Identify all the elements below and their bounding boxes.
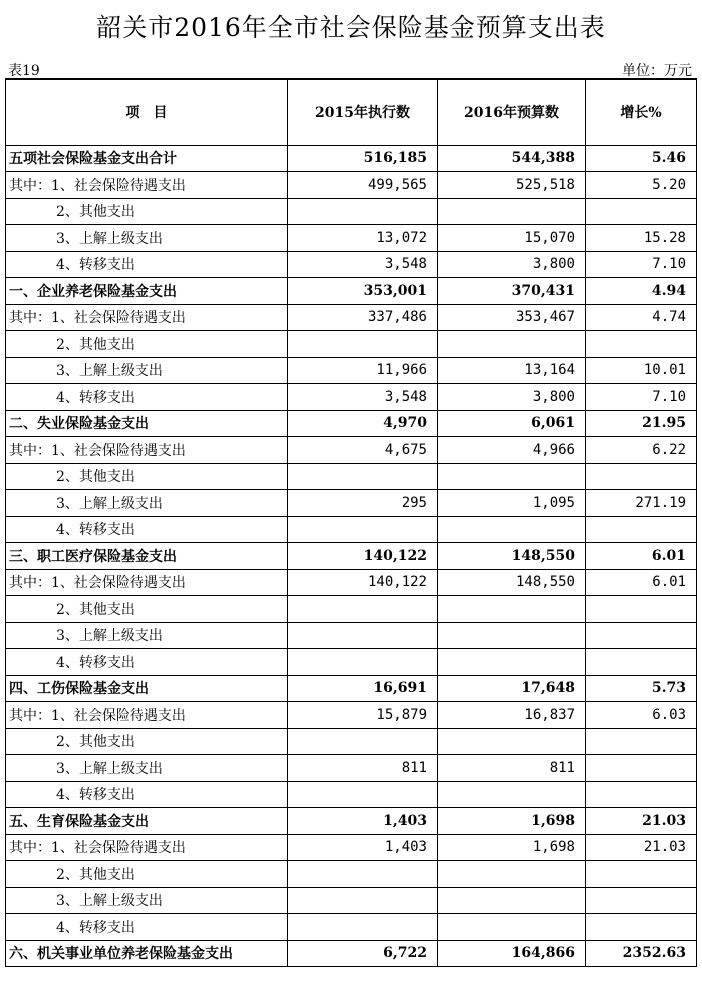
row-growth: 7.10 (586, 251, 697, 278)
table-row (6, 649, 697, 676)
row-growth (586, 596, 697, 623)
row-item-name: 4、转移支出 (6, 649, 288, 676)
row-2015-actual: 16,691 (288, 675, 438, 702)
row-2016-budget: 16,837 (438, 702, 586, 729)
row-2015-actual (288, 463, 438, 490)
row-2016-budget: 1,698 (438, 808, 586, 835)
row-growth: 21.03 (586, 834, 697, 861)
row-2015-actual: 13,072 (288, 225, 438, 252)
row-2015-actual (288, 781, 438, 808)
row-item-name: 其中：1、社会保险待遇支出 (6, 172, 288, 199)
row-item-name: 4、转移支出 (6, 914, 288, 941)
row-growth: 6.01 (586, 569, 697, 596)
row-2015-actual: 4,675 (288, 437, 438, 464)
row-2015-actual: 3,548 (288, 384, 438, 411)
row-item-name: 3、上解上级支出 (6, 490, 288, 517)
row-item-name: 4、转移支出 (6, 516, 288, 543)
row-2016-budget (438, 649, 586, 676)
row-item-name: 2、其他支出 (6, 728, 288, 755)
row-growth (586, 728, 697, 755)
row-growth (586, 649, 697, 676)
row-growth (586, 516, 697, 543)
row-growth (586, 861, 697, 888)
table-row (6, 675, 697, 702)
row-2016-budget (438, 516, 586, 543)
row-2015-actual (288, 331, 438, 358)
row-growth: 6.22 (586, 437, 697, 464)
row-growth (586, 331, 697, 358)
row-2015-actual (288, 649, 438, 676)
row-growth: 15.28 (586, 225, 697, 252)
table-row (6, 410, 697, 437)
row-2015-actual: 295 (288, 490, 438, 517)
row-item-name: 二、失业保险基金支出 (6, 410, 288, 437)
header-2016-budget: 2016年预算数 (438, 79, 586, 145)
row-item-name: 五项社会保险基金支出合计 (6, 145, 288, 172)
row-item-name: 2、其他支出 (6, 331, 288, 358)
row-item-name: 4、转移支出 (6, 251, 288, 278)
row-growth (586, 622, 697, 649)
row-2015-actual: 1,403 (288, 808, 438, 835)
table-body (6, 145, 697, 967)
row-2016-budget: 15,070 (438, 225, 586, 252)
row-2016-budget (438, 463, 586, 490)
row-growth: 21.95 (586, 410, 697, 437)
row-growth: 2352.63 (586, 940, 697, 967)
row-growth: 21.03 (586, 808, 697, 835)
table-row (6, 490, 697, 517)
row-growth (586, 914, 697, 941)
table-row (6, 543, 697, 570)
expenditure-table (5, 78, 697, 967)
row-2016-budget: 1,095 (438, 490, 586, 517)
table-row (6, 755, 697, 782)
unit-label: 单位：万元 (622, 63, 692, 79)
row-2016-budget (438, 861, 586, 888)
row-2015-actual: 140,122 (288, 543, 438, 570)
row-2015-actual: 1,403 (288, 834, 438, 861)
row-2015-actual: 499,565 (288, 172, 438, 199)
table-row (6, 225, 697, 252)
table-row (6, 463, 697, 490)
row-item-name: 3、上解上级支出 (6, 622, 288, 649)
row-2016-budget: 164,866 (438, 940, 586, 967)
row-2015-actual (288, 622, 438, 649)
row-item-name: 其中：1、社会保险待遇支出 (6, 304, 288, 331)
row-growth: 5.73 (586, 675, 697, 702)
row-2015-actual: 811 (288, 755, 438, 782)
table-row (6, 596, 697, 623)
table-row (6, 304, 697, 331)
row-2015-actual (288, 861, 438, 888)
row-2016-budget: 6,061 (438, 410, 586, 437)
row-2015-actual (288, 887, 438, 914)
row-item-name: 2、其他支出 (6, 463, 288, 490)
row-2016-budget (438, 887, 586, 914)
row-growth (586, 781, 697, 808)
table-row (6, 728, 697, 755)
row-2016-budget: 353,467 (438, 304, 586, 331)
row-2016-budget (438, 331, 586, 358)
row-2015-actual: 4,970 (288, 410, 438, 437)
row-2015-actual: 353,001 (288, 278, 438, 305)
table-row (6, 940, 697, 967)
table-row (6, 198, 697, 225)
table-header-row (6, 79, 697, 145)
row-2016-budget: 13,164 (438, 357, 586, 384)
row-item-name: 五、生育保险基金支出 (6, 808, 288, 835)
table-row (6, 781, 697, 808)
table-row (6, 172, 697, 199)
table-row (6, 569, 697, 596)
row-growth: 4.94 (586, 278, 697, 305)
row-2015-actual (288, 728, 438, 755)
row-2016-budget: 1,698 (438, 834, 586, 861)
row-item-name: 2、其他支出 (6, 198, 288, 225)
row-2015-actual: 6,722 (288, 940, 438, 967)
row-2015-actual: 140,122 (288, 569, 438, 596)
row-2016-budget: 148,550 (438, 543, 586, 570)
table-row (6, 702, 697, 729)
header-growth: 增长% (586, 79, 697, 145)
table-row (6, 516, 697, 543)
row-2015-actual: 11,966 (288, 357, 438, 384)
row-item-name: 三、职工医疗保险基金支出 (6, 543, 288, 570)
row-item-name: 3、上解上级支出 (6, 755, 288, 782)
row-item-name: 其中：1、社会保险待遇支出 (6, 834, 288, 861)
row-2015-actual: 15,879 (288, 702, 438, 729)
row-growth (586, 887, 697, 914)
row-2016-budget: 370,431 (438, 278, 586, 305)
row-item-name: 3、上解上级支出 (6, 887, 288, 914)
row-growth: 271.19 (586, 490, 697, 517)
row-2015-actual (288, 914, 438, 941)
row-growth: 5.20 (586, 172, 697, 199)
row-growth: 7.10 (586, 384, 697, 411)
row-2015-actual (288, 596, 438, 623)
row-item-name: 六、机关事业单位养老保险基金支出 (6, 940, 288, 967)
table-row (6, 145, 697, 172)
header-item: 项 目 (6, 79, 288, 145)
row-2016-budget (438, 914, 586, 941)
row-2016-budget (438, 198, 586, 225)
row-growth (586, 198, 697, 225)
row-item-name: 四、工伤保险基金支出 (6, 675, 288, 702)
row-growth: 6.01 (586, 543, 697, 570)
row-2016-budget (438, 622, 586, 649)
row-2016-budget: 3,800 (438, 251, 586, 278)
row-item-name: 3、上解上级支出 (6, 357, 288, 384)
header-2015-actual: 2015年执行数 (288, 79, 438, 145)
row-item-name: 一、企业养老保险基金支出 (6, 278, 288, 305)
row-2016-budget: 811 (438, 755, 586, 782)
table-row (6, 331, 697, 358)
row-2015-actual: 516,185 (288, 145, 438, 172)
row-2015-actual: 3,548 (288, 251, 438, 278)
table-row (6, 861, 697, 888)
row-item-name: 4、转移支出 (6, 384, 288, 411)
row-growth: 4.74 (586, 304, 697, 331)
table-row (6, 834, 697, 861)
table-row (6, 357, 697, 384)
table-row (6, 622, 697, 649)
table-number: 表19 (8, 63, 40, 79)
row-growth: 10.01 (586, 357, 697, 384)
table-row (6, 251, 697, 278)
page-title: 韶关市2016年全市社会保险基金预算支出表 (96, 13, 606, 42)
row-item-name: 2、其他支出 (6, 596, 288, 623)
row-2016-budget (438, 728, 586, 755)
table-row (6, 384, 697, 411)
row-growth: 6.03 (586, 702, 697, 729)
row-item-name: 其中：1、社会保险待遇支出 (6, 569, 288, 596)
row-2016-budget (438, 781, 586, 808)
row-growth (586, 755, 697, 782)
row-item-name: 4、转移支出 (6, 781, 288, 808)
row-item-name: 其中：1、社会保险待遇支出 (6, 702, 288, 729)
table-row (6, 914, 697, 941)
row-2015-actual (288, 198, 438, 225)
row-item-name: 2、其他支出 (6, 861, 288, 888)
table-row (6, 887, 697, 914)
table-row (6, 278, 697, 305)
row-2016-budget (438, 596, 586, 623)
row-2016-budget: 525,518 (438, 172, 586, 199)
row-item-name: 其中：1、社会保险待遇支出 (6, 437, 288, 464)
row-growth: 5.46 (586, 145, 697, 172)
row-2016-budget: 3,800 (438, 384, 586, 411)
row-2015-actual (288, 516, 438, 543)
row-2016-budget: 148,550 (438, 569, 586, 596)
table-row (6, 808, 697, 835)
row-2016-budget: 17,648 (438, 675, 586, 702)
table-row (6, 437, 697, 464)
row-2016-budget: 4,966 (438, 437, 586, 464)
row-2016-budget: 544,388 (438, 145, 586, 172)
row-item-name: 3、上解上级支出 (6, 225, 288, 252)
row-2015-actual: 337,486 (288, 304, 438, 331)
row-growth (586, 463, 697, 490)
